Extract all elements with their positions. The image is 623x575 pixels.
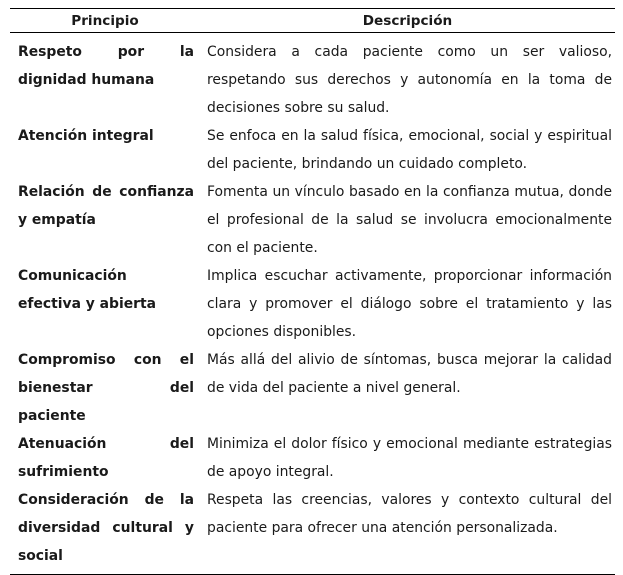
principle-cell: Respeto por la dignidad humana [18, 44, 194, 88]
principle-cell: Comunicación efectiva y abierta [18, 268, 157, 312]
principle-cell: Compromiso con el bienestar del paciente [18, 352, 194, 424]
description-cell: Más allá del alivio de síntomas, busca mejorar la calidad de vida del paciente a nivel general. [207, 352, 612, 396]
table-row [10, 122, 615, 178]
description-cell: Respeta las creencias, valores y contexto cultural del paciente para ofrecer una atención personalizada. [207, 492, 612, 536]
table-body [10, 33, 615, 574]
description-cell: Minimiza el dolor físico y emocional mediante estrategias de apoyo integral. [207, 436, 612, 480]
table-row [10, 346, 615, 430]
principle-cell: Relación de confianza y empatía [18, 184, 194, 228]
principles-table [10, 8, 615, 575]
principle-cell: Consideración de la diversidad cultural y social [18, 492, 194, 564]
description-cell: Implica escuchar activamente, proporcionar información clara y promover el diálogo sobre el tratamiento y las opciones disponibles. [207, 268, 612, 340]
table-row [10, 486, 615, 570]
description-cell: Considera a cada paciente como un ser valioso, respetando sus derechos y autonomía en la toma de decisiones sobre su salud. [207, 44, 612, 116]
table-row [10, 38, 615, 122]
table-row [10, 430, 615, 486]
description-cell: Fomenta un vínculo basado en la confianza mutua, donde el profesional de la salud se involucra emocionalmente con el paciente. [207, 184, 612, 256]
header-principio: Principio [71, 12, 139, 29]
table-header [10, 9, 615, 32]
table-row [10, 262, 615, 346]
principle-cell: Atenuación del sufrimiento [18, 436, 194, 480]
table-row [10, 178, 615, 262]
principle-cell: Atención integral [18, 128, 154, 144]
description-cell: Se enfoca en la salud física, emocional, social y espiritual del paciente, brindando un cuidado completo. [207, 128, 612, 172]
header-descripcion: Descripción [362, 12, 453, 29]
